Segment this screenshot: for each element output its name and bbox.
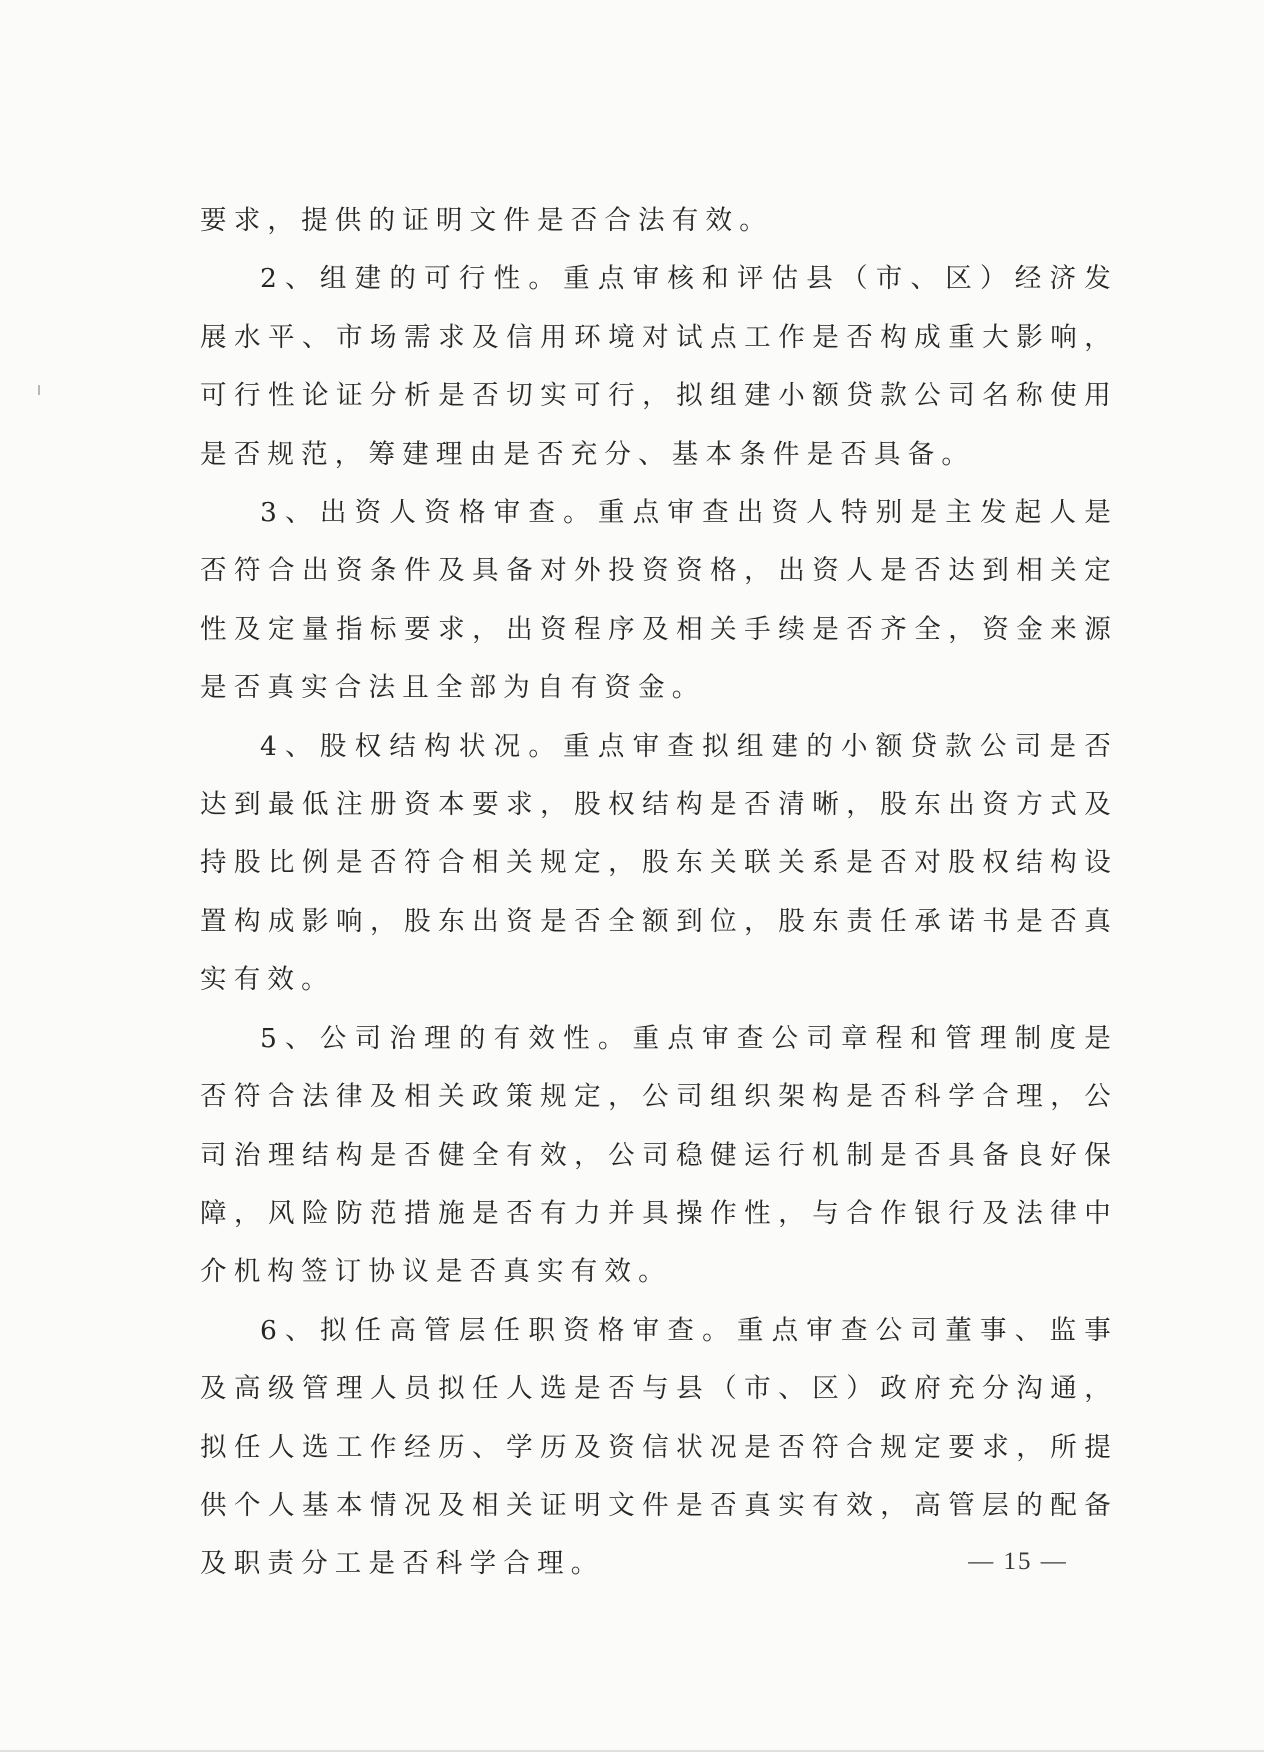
paragraph-executive-qualification: 6、拟任高管层任职资格审查。重点审查公司董事、监事及高级管理人员拟任人选是否与县（市、区）政府充分沟通，拟任人选工作经历、学历及资信状况是否符合规定要求，所提供个人基本情况及相关证明文件是否真实有效，高管层的配备及职责分工是否科学合理。 <box>200 1314 1118 1580</box>
scan-speck <box>38 385 40 395</box>
page-number: — 15 — <box>968 1548 1068 1575</box>
paragraph-equity-structure: 4、股权结构状况。重点审查拟组建的小额贷款公司是否达到最低注册资本要求，股权结构是否清晰，股东出资方式及持股比例是否符合相关规定，股东关联关系是否对股权结构设置构成影响，股东出资是否全额到位，股东责任承诺书是否真实有效。 <box>200 730 1118 996</box>
paragraph-corporate-governance: 5、公司治理的有效性。重点审查公司章程和管理制度是否符合法律及相关政策规定，公司组织架构是否科学合理，公司治理结构是否健全有效，公司稳健运行机制是否具备良好保障，风险防范措施是否有力并具操作性，与合作银行及法律中介机构签订协议是否真实有效。 <box>200 1022 1118 1288</box>
paragraph-investor-qualification: 3、出资人资格审查。重点审查出资人特别是主发起人是否符合出资条件及具备对外投资资格，出资人是否达到相关定性及定量指标要求，出资程序及相关手续是否齐全，资金来源是否真实合法且全部为自有资金。 <box>200 497 1118 704</box>
document-body <box>200 192 1118 1594</box>
paragraph-feasibility: 2、组建的可行性。重点审核和评估县（市、区）经济发展水平、市场需求及信用环境对试点工作是否构成重大影响，可行性论证分析是否切实可行，拟组建小额贷款公司名称使用是否规范，筹建理由是否充分、基本条件是否具备。 <box>200 263 1118 470</box>
paragraph-continuation: 要求，提供的证明文件是否合法有效。 <box>200 205 773 236</box>
